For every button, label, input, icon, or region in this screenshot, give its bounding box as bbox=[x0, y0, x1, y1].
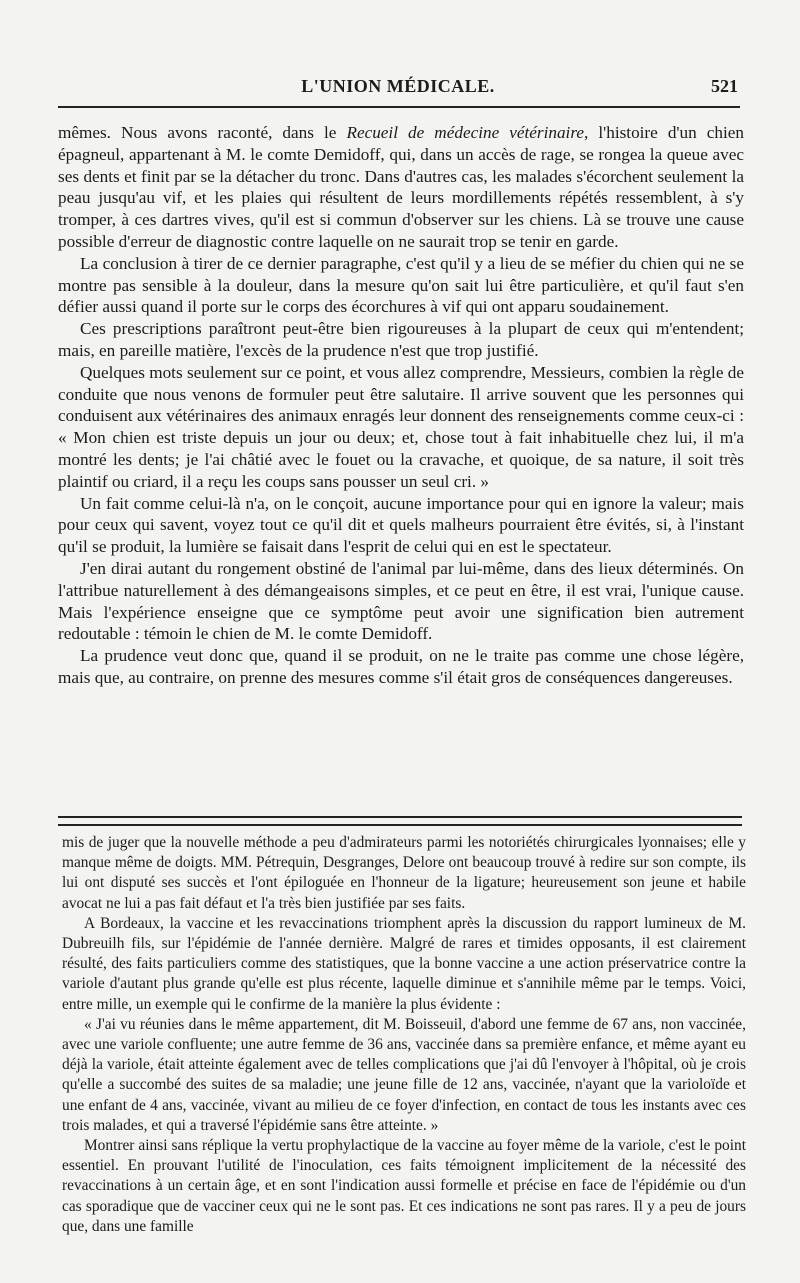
feuilleton-column bbox=[62, 833, 746, 1237]
paragraph: La prudence veut donc que, quand il se produit, on ne le traite pas comme une chose légère, mais que, au contraire, on prenne des mesures comme s'il était gros de conséquences dangereuses. bbox=[58, 646, 744, 687]
paragraph: A Bordeaux, la vaccine et les revaccinations triomphent après la discussion du rapport lumineux de M. Dubreuilh fils, sur l'épidémie de l'année dernière. Malgré de rares et timides opposants, il est clairement résulté, des faits particuliers comme des statistiques, que la bonne vaccine a une action préservatrice contre la variole d'autant plus grande qu'elle est plus récente, laquelle diminue et s'annihile même par le temps. Voici, entre mille, un exemple qui le confirme de la manière la plus évidente : bbox=[62, 914, 746, 1013]
paragraph: « J'ai vu réunies dans le même appartement, dit M. Boisseuil, d'abord une femme de 67 ans, non vaccinée, avec une variole confluente; une autre femme de 36 ans, vaccinée dans sa première enfance, et même ayant eu déjà la variole, était atteinte également avec de telles complications que j'ai dû l'envoyer à l'hôpital, où je crois qu'elle a succombé des suites de sa maladie; une jeune fille de 12 ans, vaccinée, n'ayant que la varioloïde et une enfant de 4 ans, vaccinée, vivant au milieu de ce foyer d'infection, en contact de tous les instants avec ces trois malades, et qui a traversé l'épidémie sans être atteinte. » bbox=[62, 1015, 746, 1134]
paragraph-text: , l'histoire d'un chien épagneul, appartenant à M. le comte Demidoff, qui, dans un accès de rage, se rongea la queue avec ses dents et finit par se la détacher du tronc. Dans d'autres cas, les malades s'écorchent seulement la peau jusqu'au vif, et les plaies qui résultent de leurs mordillements répétés ressemblent, à s'y tromper, à ces dartres vives, qu'il est si commun d'observer sur les chiens. Là se trouve une cause possible d'erreur de diagnostic contre laquelle on ne saurait trop se tenir en garde. bbox=[58, 123, 744, 251]
running-title: L'UNION MÉDICALE. bbox=[301, 76, 495, 96]
header-rule bbox=[58, 106, 740, 108]
paragraph: J'en dirai autant du rongement obstiné de l'animal par lui-même, dans des lieux déterminés. On l'attribue naturellement à des démangeaisons simples, et ce peut en être, il est vrai, l'unique cause. Mais l'expérience enseigne que ce symptôme peut avoir une signification bien autrement redoutable : témoin le chien de M. le comte Demidoff. bbox=[58, 558, 744, 644]
page-number: 521 bbox=[711, 76, 738, 96]
paragraph bbox=[58, 122, 744, 253]
journal-title: Recueil de médecine vétérinaire bbox=[346, 123, 585, 142]
paragraph: La conclusion à tirer de ce dernier paragraphe, c'est qu'il y a lieu de se méfier du chien qui ne se montre pas sensible à la douleur, dans la mesure qu'on sait lui être particulière, et qu'il faut s'en défier aussi quand il porte sur le corps des écorchures à vif qui ont apparu soudainement. bbox=[58, 253, 744, 317]
page-header bbox=[58, 76, 738, 102]
feuilleton-separator bbox=[58, 816, 742, 826]
paragraph: Montrer ainsi sans réplique la vertu prophylactique de la vaccine au foyer même de la variole, c'est le point essentiel. En prouvant l'utilité de l'inoculation, ces faits témoignent implicitement de la nécessité des revaccinations à un certain âge, et en sont l'indication aussi formelle et précise en face de l'épidémie ou d'un cas sporadique que de vacciner ceux qui ne le sont pas. Et ces indications ne sont pas rares. Il y a peu de jours que, dans une famille bbox=[62, 1137, 746, 1235]
paragraph: Ces prescriptions paraîtront peut-être bien rigoureuses à la plupart de ceux qui m'entendent; mais, en pareille matière, l'excès de la prudence n'est que trop justifié. bbox=[58, 319, 744, 360]
paragraph: Quelques mots seulement sur ce point, et vous allez comprendre, Messieurs, combien la règle de conduite que nous venons de formuler peut être salutaire. Il arrive souvent que les personnes qui conduisent aux vétérinaires des animaux enragés leur donnent des renseignements comme ceux-ci : « Mon chien est triste depuis un jour ou deux; et, chose tout à fait inhabituelle chez lui, il m'a montré les dents; je l'ai châtié avec le fouet ou la cravache, et quoique, de sa nature, il soit très plaintif ou criard, il a reçu les coups sans pousser un seul cri. » bbox=[58, 362, 744, 491]
paragraph: mis de juger que la nouvelle méthode a peu d'admirateurs parmi les notoriétés chirurgicales lyonnaises; elle y manque même de doigts. MM. Pétrequin, Desgranges, Delore ont beaucoup trouvé à redire sur son compte, ils lui ont disputé ses succès et l'ont épiloguée en l'honneur de la ligature; heureusement son jeune et habile avocat ne lui a pas fait défaut et l'a très bien justifiée par ses faits. bbox=[62, 834, 746, 912]
paragraph: Un fait comme celui-là n'a, on le conçoit, aucune importance pour qui en ignore la valeur; mais pour ceux qui savent, voyez tout ce qu'il dit et quels malheurs pourraient être évités, si, à l'instant qu'il se produit, la lumière se faisait dans l'esprit de celui qui en est le spectateur. bbox=[58, 493, 744, 557]
main-column bbox=[58, 122, 744, 689]
paragraph-text: mêmes. Nous avons raconté, dans le bbox=[58, 123, 347, 142]
